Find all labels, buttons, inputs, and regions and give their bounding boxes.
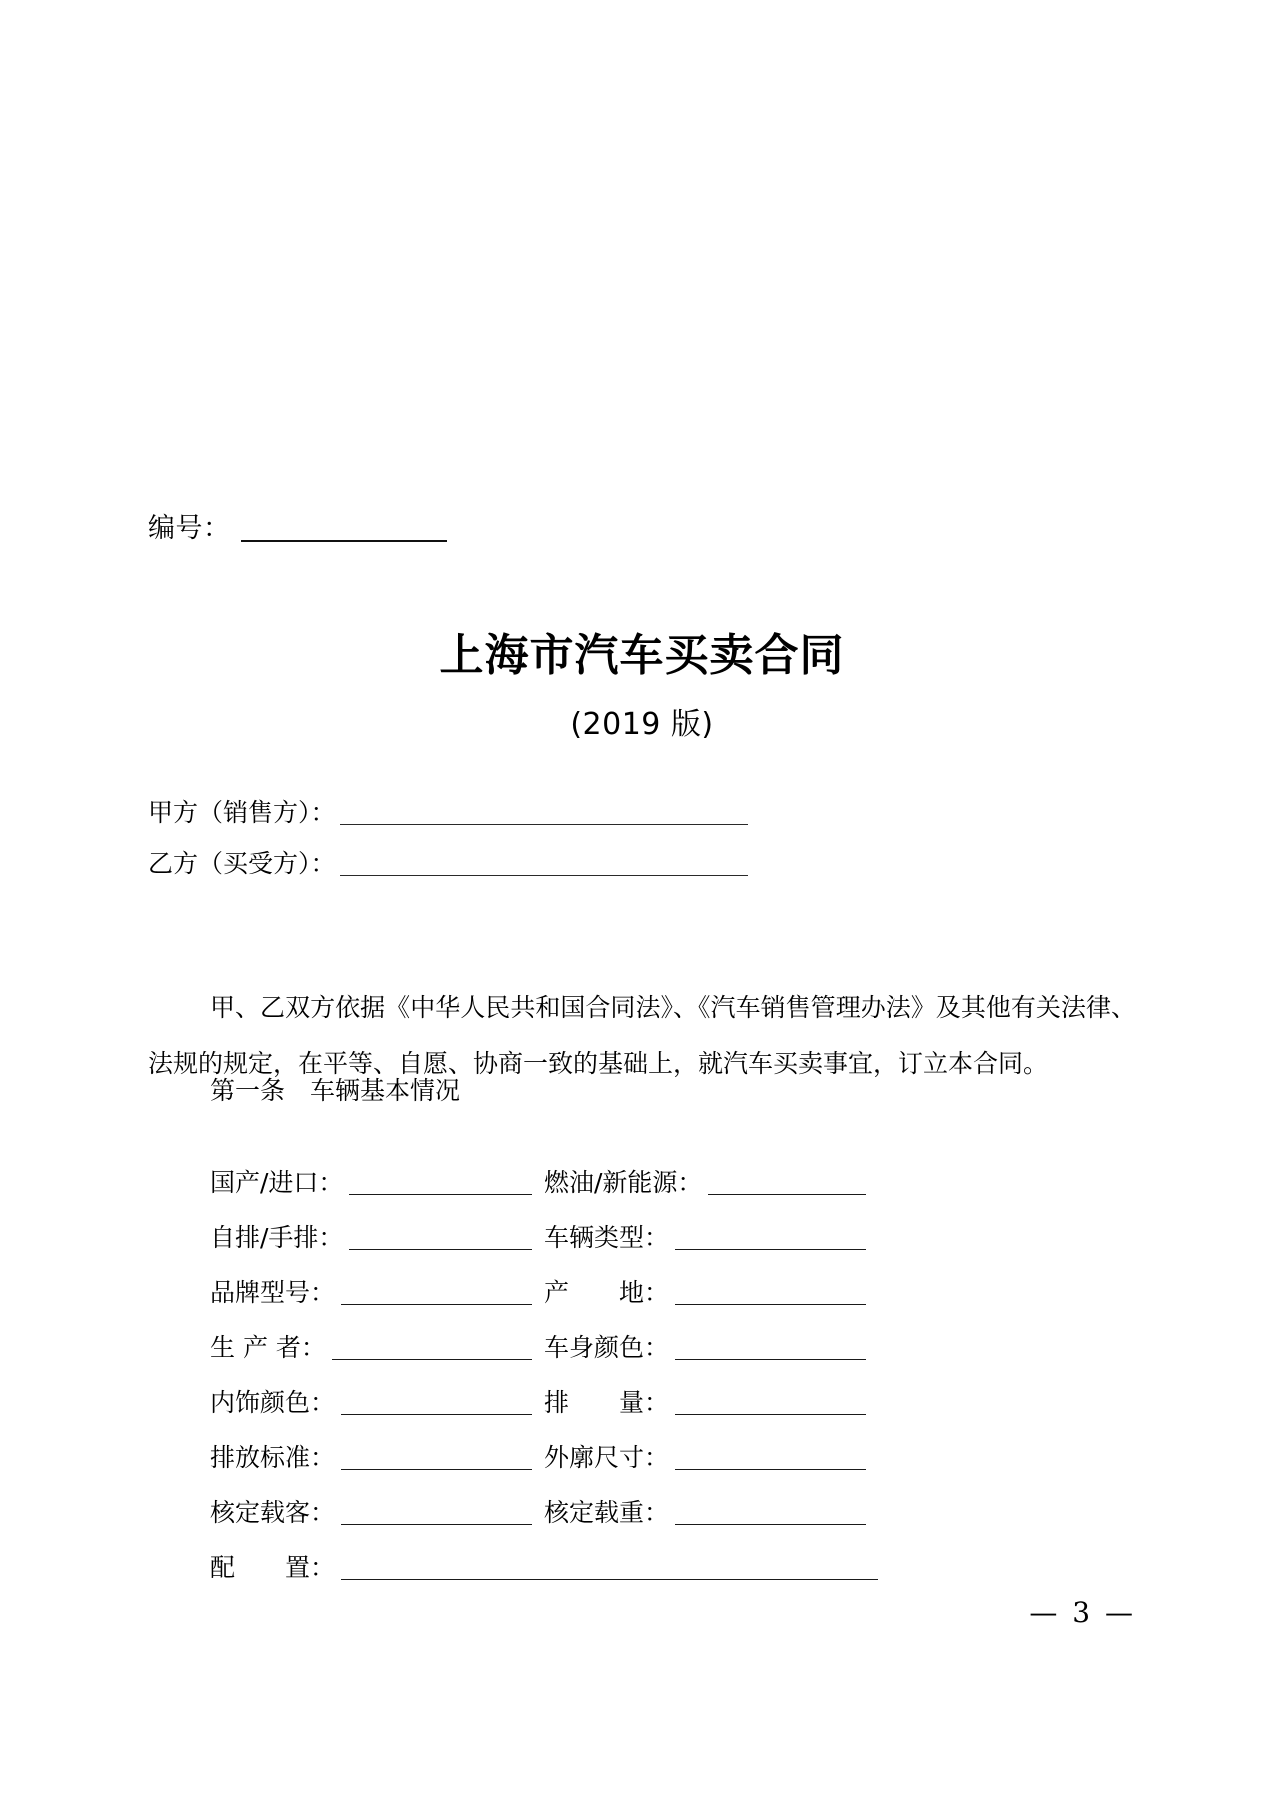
field-row	[210, 1195, 1136, 1250]
title-block	[148, 628, 1136, 743]
field-row	[210, 1140, 1136, 1195]
field-label: 车身颜色：	[544, 1333, 670, 1362]
field-row	[210, 1470, 1136, 1525]
clause-one-heading: 第一条 车辆基本情况	[210, 1076, 461, 1105]
field-input-blank[interactable]	[349, 1175, 532, 1195]
field-load-capacity	[544, 1500, 878, 1525]
field-label: 排放标准：	[210, 1443, 336, 1472]
page-subtitle: (2019 版)	[570, 707, 714, 742]
party-row-buyer	[148, 851, 1136, 876]
field-label: 核定载客：	[210, 1498, 336, 1527]
field-transmission	[210, 1225, 544, 1250]
field-manufacturer	[210, 1335, 544, 1360]
page-number-footer: — 3 —	[1029, 1596, 1136, 1629]
field-label: 核定载重：	[544, 1498, 670, 1527]
field-input-blank[interactable]	[341, 1285, 532, 1305]
field-emission-standard	[210, 1445, 544, 1470]
field-row	[210, 1250, 1136, 1305]
field-body-color	[544, 1335, 878, 1360]
field-vehicle-type	[544, 1225, 878, 1250]
field-label: 外廓尺寸：	[544, 1443, 670, 1472]
field-label: 内饰颜色：	[210, 1388, 336, 1417]
field-input-blank[interactable]	[349, 1230, 532, 1250]
field-input-blank[interactable]	[341, 1395, 532, 1415]
field-input-blank[interactable]	[341, 1505, 532, 1525]
field-input-blank[interactable]	[675, 1230, 866, 1250]
party-blank-seller[interactable]	[340, 804, 748, 825]
document-number-row	[148, 515, 447, 542]
field-input-blank[interactable]	[341, 1450, 532, 1470]
field-input-blank[interactable]	[675, 1450, 866, 1470]
field-row	[210, 1305, 1136, 1360]
field-label: 车辆类型：	[544, 1223, 670, 1252]
document-number-blank[interactable]	[241, 518, 447, 542]
field-input-blank[interactable]	[341, 1560, 878, 1580]
field-input-blank[interactable]	[708, 1175, 866, 1195]
field-row	[210, 1360, 1136, 1415]
field-brand-model	[210, 1280, 544, 1305]
field-label: 燃油/新能源：	[544, 1168, 703, 1197]
party-blank-buyer[interactable]	[340, 855, 748, 876]
party-label-buyer: 乙方（买受方）：	[148, 849, 336, 878]
party-label-seller: 甲方（销售方）：	[148, 798, 336, 827]
field-label: 生 产 者：	[210, 1333, 326, 1362]
field-input-blank[interactable]	[675, 1285, 866, 1305]
field-label: 产 地：	[544, 1278, 670, 1307]
field-origin	[544, 1280, 878, 1305]
field-label: 配 置：	[210, 1553, 336, 1582]
field-configuration	[210, 1555, 878, 1580]
page-title: 上海市汽车买卖合同	[439, 630, 845, 681]
field-label: 品牌型号：	[210, 1278, 336, 1307]
field-label: 国产/进口：	[210, 1168, 344, 1197]
field-domestic-import	[210, 1170, 544, 1195]
preamble-paragraph: 甲、乙双方依据《中华人民共和国合同法》、《汽车销售管理办法》及其他有关法律、法规的规定，在平等、自愿、协商一致的基础上，就汽车买卖事宜，订立本合同。	[148, 993, 1136, 1078]
document-number-label: 编号：	[148, 513, 231, 544]
field-label: 排 量：	[544, 1388, 670, 1417]
field-label: 自排/手排：	[210, 1223, 344, 1252]
field-row	[210, 1415, 1136, 1470]
field-input-blank[interactable]	[332, 1340, 532, 1360]
field-fuel-newenergy	[544, 1170, 878, 1195]
field-input-blank[interactable]	[675, 1340, 866, 1360]
field-passenger-capacity	[210, 1500, 544, 1525]
field-interior-color	[210, 1390, 544, 1415]
field-dimensions	[544, 1445, 878, 1470]
parties-section	[148, 800, 1136, 902]
field-displacement	[544, 1390, 878, 1415]
party-row-seller	[148, 800, 1136, 825]
field-row	[210, 1525, 1136, 1580]
vehicle-info-fields	[210, 1140, 1136, 1580]
field-input-blank[interactable]	[675, 1395, 866, 1415]
field-input-blank[interactable]	[675, 1505, 866, 1525]
